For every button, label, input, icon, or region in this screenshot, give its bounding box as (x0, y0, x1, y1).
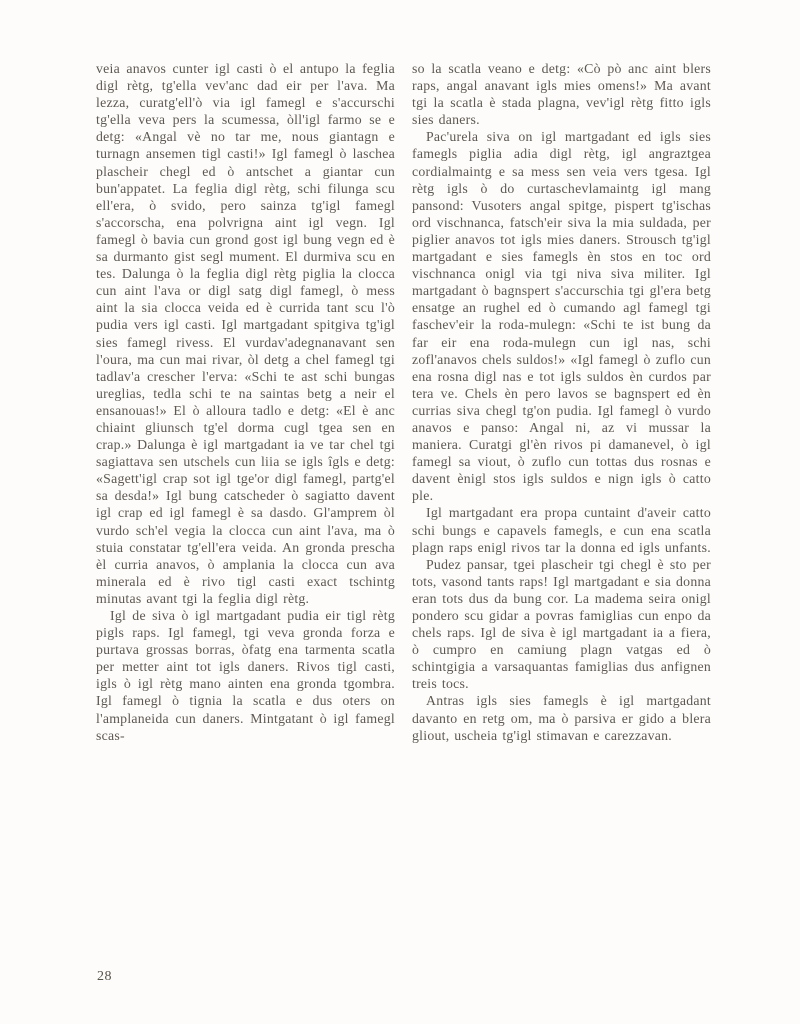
paragraph-right-3: Igl martgadant era propa cuntaint d'aveir catto schi bungs e capavels famegls, e cun ena scatla plagn raps enigl rivos tar la donna ed igls unfants. (412, 505, 711, 555)
paragraph-right-5: Antras igls sies famegls è igl martgadant davanto en retg om, ma ò parsiva er gido a blera gliout, uscheia tg'igl stimavan e carezzavan. (412, 693, 711, 743)
paragraph-right-4: Pudez pansar, tgei plascheir tgi chegl è sto per tots, vasond tants raps! Igl martgadant e sia donna eran tots dus da bung cor. La madema seira onigl pondero scu gidar a povras famiglias cun enpo da chels raps. Igl de siva è igl martgadant ia a fiera, ò cumpro en camiung plagn vatgas ed ò schintgigia a varsaquantas famiglias dus anfignen treis tocs. (412, 556, 711, 692)
paragraph-right-2: Pac'urela siva on igl martgadant ed igls sies famegls piglia adia digl rètg, igl angraztgea cordialmaintg e sa mess sen veia vers tgesa. Igl rètg igls ò do curtaschevlamaintg igl mang pansond: Vusoters angal spitge, pispert tg'ischas ord vischnanca, fatsch'eir siva la mia suldada, per piglier anavos tot igls mies daners. Strousch tg'igl martgadant e sies famegls èn stos en toc ord vischnanca onigl via tgi niva siva militer. Igl martgadant ò bagnspert s'accurschia tgi gl'era betg ensatge an rughel ed ò cumando agl famegl tgi faschev'eir la roda-mulegn: «Schi te ist bung da far eir ena roda-mulegn cun igl nas, schi zofl'anavos chels suldos!» «Igl famegl ò zuflo cun ena rosna digl nas e tot igls suldos èn curdos par tera ve. Chels èn pero lavos se bagnspert ed èn currias siva chegl tg'on pudia. Igl famegl ò vurdo anavos e panso: Angal ni, az vi mussar la maniera. Curatgi gl'èn rivos pi damanevel, ò igl famegl sa viout, ò zuflo cun tottas dus rosnas e davent ènigl stos igls suldos e nign igls ò catto ple. (412, 129, 711, 504)
paragraph-right-continuation: so la scatla veano e detg: «Cò pò anc aint blers raps, angal anavant igls mies omens!» Ma avant tgi la scatla è stada plagna, vev'igl rètg fitto igls sies daners. (412, 61, 711, 128)
text-columns (96, 60, 712, 744)
page-number: 28 (97, 969, 112, 984)
paragraph-left-continuation: veia anavos cunter igl casti ò el antupo la feglia digl rètg, tg'ella vev'anc dad eir per l'ava. Ma lezza, curatg'ell'ò via igl famegl e s'accurschi tg'ella veva pers la scumessa, òll'igl farmo se e detg: «Angal vè no tar me, nous giantagn e turnagn ansemen tigl casti!» Igl famegl ò laschea plascheir chegl ed ò antschet a giantar cun bun'appatet. La feglia digl rètg, schi filunga scu ell'era, ò svido, pero sainza tg'igl famegl s'accorscha, ena polvrigna aint igl vegn. Igl famegl ò bavia cun grond gost igl bung vegn ed è sa durmanto gist segl mument. El durmiva scu en tes. Dalunga ò la feglia digl rètg piglia la clocca cun aint l'ava or digl satg digl famegl, ò mess aint la sia clocca veida ed è currida tant scu l'ò pudia vers igl casti. Igl martgadant spitgiva tg'igl sies famegl rivess. El vurdav'adegnanavant sen l'oura, ma cun mai rivar, òl detg a chel famegl tgi tadlav'a crescher l'erva: «Schi te ast schi bungas ureglias, tedla schi te na saintas betg a neir el ensanouas!» El ò alloura tadlo e detg: «El è anc chiaint gliunsch tg'el dorma cugl tgea sen en crap.» Dalunga è igl martgadant ia ve tar chel tgi sagiattava sen utschels cun liia se igls îgls e detg: «Sagett'igl crap sot igl tge'or digl famegl, partg'el sa desda!» Igl bung catscheder ò sagiatto davent igl crap ed igl famegl è sa dasdo. Gl'amprem òl vurdo sch'el vegia la clocca cun aint l'ava, ma ò stuia constatar tg'ell'era veida. An gronda prescha èl curria anavos, ò amplania la clocca cun ava minerala ed è rivo tigl casti exact tschintg minutas avant tgi la feglia digl rètg. (96, 61, 395, 606)
paragraph-left-2: Igl de siva ò igl martgadant pudia eir tigl rètg pigls raps. Igl famegl, tgi veva gronda forza e purtava grossas borras, òfatg ena tarmenta scatla per metter aint tot igls daners. Rivos tigl casti, igls ò igl rètg mano ainten ena gronda tgombra. Igl famegl ò tignia la scatla e dus oters on l'amplaneida cun daners. Mintgatant ò igl famegl scas- (96, 608, 395, 743)
left-column (96, 60, 395, 744)
right-column (412, 60, 711, 744)
